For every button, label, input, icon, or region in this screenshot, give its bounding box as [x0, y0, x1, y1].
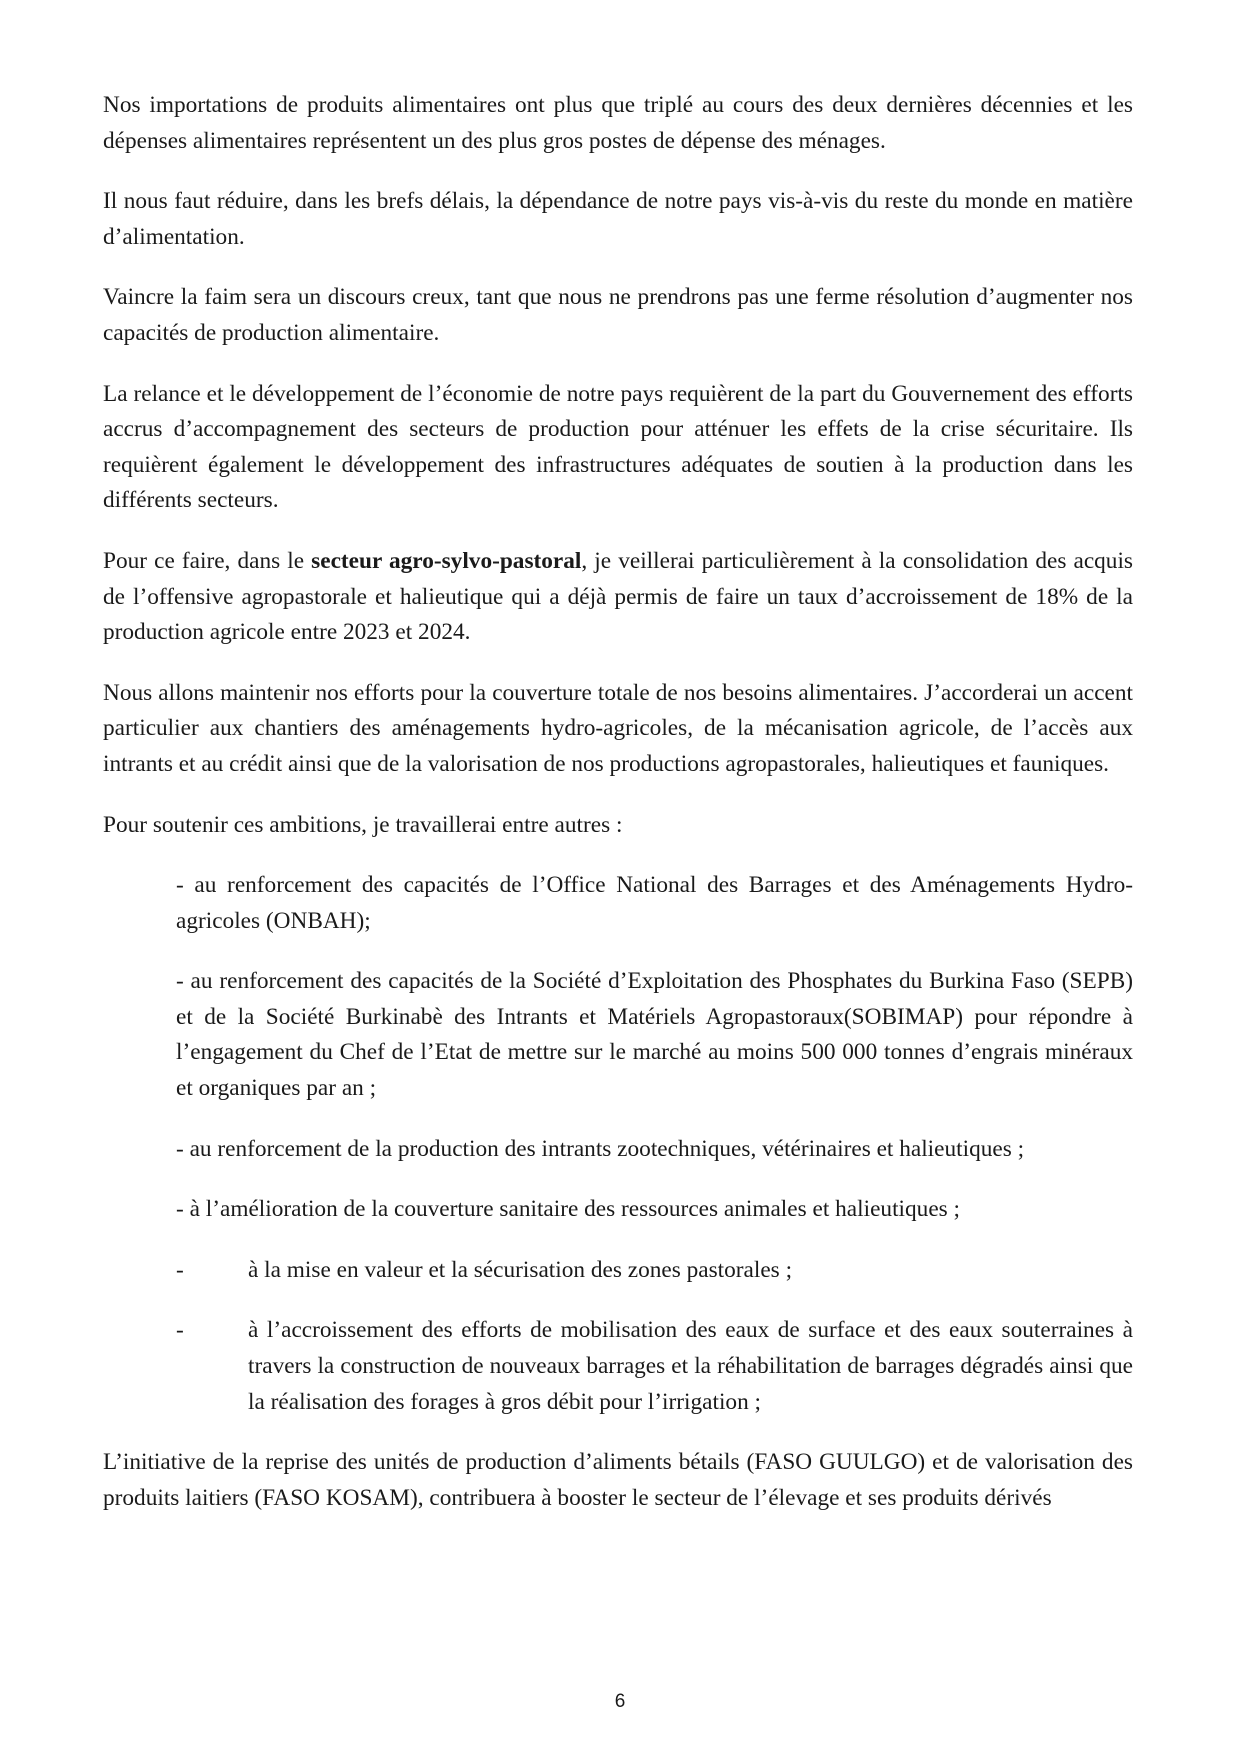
paragraph-food-imports: Nos importations de produits alimentaires ont plus que triplé au cours des deux dernières décennies et les dépenses alimentaires représentent un des plus gros postes de dépense des ménages. — [103, 92, 1133, 154]
list-item-text: à l’accroissement des efforts de mobilisation des eaux de surface et des eaux souterraines à travers la construction de nouveaux barrages et la réhabilitation de barrages dégradés ainsi que la réalisation des forages à gros débit pour l’irrigation ; — [248, 1317, 1133, 1415]
list-item-sepb-sobimap: - au renforcement des capacités de la Société d’Exploitation des Phosphates du Burkina Faso (SEPB) et de la Société Burkinabè des Intrants et Matériels Agropastoraux(SOBIMAP) pour répondre à l’engagement du Chef de l’Etat de mettre sur le marché au moins 500 000 tonnes d’engrais minéraux et organiques par an ; — [176, 968, 1133, 1102]
list-item-zootechnical-inputs: - au renforcement de la production des intrants zootechniques, vétérinaires et halieutiques ; — [176, 1135, 1025, 1162]
paragraph-livestock-initiative: L’initiative de la reprise des unités de production d’aliments bétails (FASO GUULGO) et de valorisation des produits laitiers (FASO KOSAM), contribuera à booster le secteur de l’élevage et ses produits dérivés — [103, 1449, 1133, 1511]
list-dash: - — [176, 1317, 184, 1344]
agro-sector-text-before: Pour ce faire, dans le — [103, 547, 312, 574]
list-item-pastoral-zones — [176, 1253, 1133, 1289]
paragraph-ambitions-intro: Pour soutenir ces ambitions, je travaillerai entre autres : — [103, 811, 623, 838]
agro-sector-bold-term: secteur agro-sylvo-pastoral — [311, 547, 582, 574]
paragraph-fight-hunger: Vaincre la faim sera un discours creux, tant que nous ne prendrons pas une ferme résolution d’augmenter nos capacités de production alimentaire. — [103, 284, 1133, 346]
agro-sector-text-after: , je veillerai particulièrement à la consolidation des acquis de l’offensive agropastorale et halieutique qui a déjà permis de faire un taux d’accroissement de 18% de la production agricole entre 2023 et 2024. — [103, 547, 1133, 646]
list-dash: - — [176, 1256, 184, 1283]
page-number: 6 — [614, 1691, 626, 1712]
paragraph-reduce-dependence: Il nous faut réduire, dans les brefs délais, la dépendance de notre pays vis-à-vis du reste du monde en matière d’alimentation. — [103, 188, 1133, 250]
list-item-onbah: - au renforcement des capacités de l’Office National des Barrages et des Aménagements Hydro-agricoles (ONBAH); — [176, 872, 1133, 934]
paragraph-food-needs: Nous allons maintenir nos efforts pour la couverture totale de nos besoins alimentaires. J’accorderai un accent particulier aux chantiers des aménagements hydro-agricoles, de la mécanisation agricole, de l’accès aux intrants et au crédit ainsi que de la valorisation de nos productions agropastorales, halieutiques et fauniques. — [103, 679, 1133, 777]
list-item-water-mobilisation — [176, 1313, 1133, 1420]
paragraph-agro-sector — [103, 544, 1133, 651]
paragraph-economic-recovery: La relance et le développement de l’économie de notre pays requièrent de la part du Gouvernement des efforts accrus d’accompagnement des secteurs de production pour atténuer les effets de la crise sécuritaire. Ils requièrent également le développement des infrastructures adéquates de soutien à la production dans les différents secteurs. — [103, 380, 1133, 514]
document-body — [103, 88, 1133, 1541]
list-item-sanitary-coverage: - à l’amélioration de la couverture sanitaire des ressources animales et halieutiques ; — [176, 1196, 961, 1223]
list-item-text: à la mise en valeur et la sécurisation des zones pastorales ; — [248, 1256, 793, 1283]
